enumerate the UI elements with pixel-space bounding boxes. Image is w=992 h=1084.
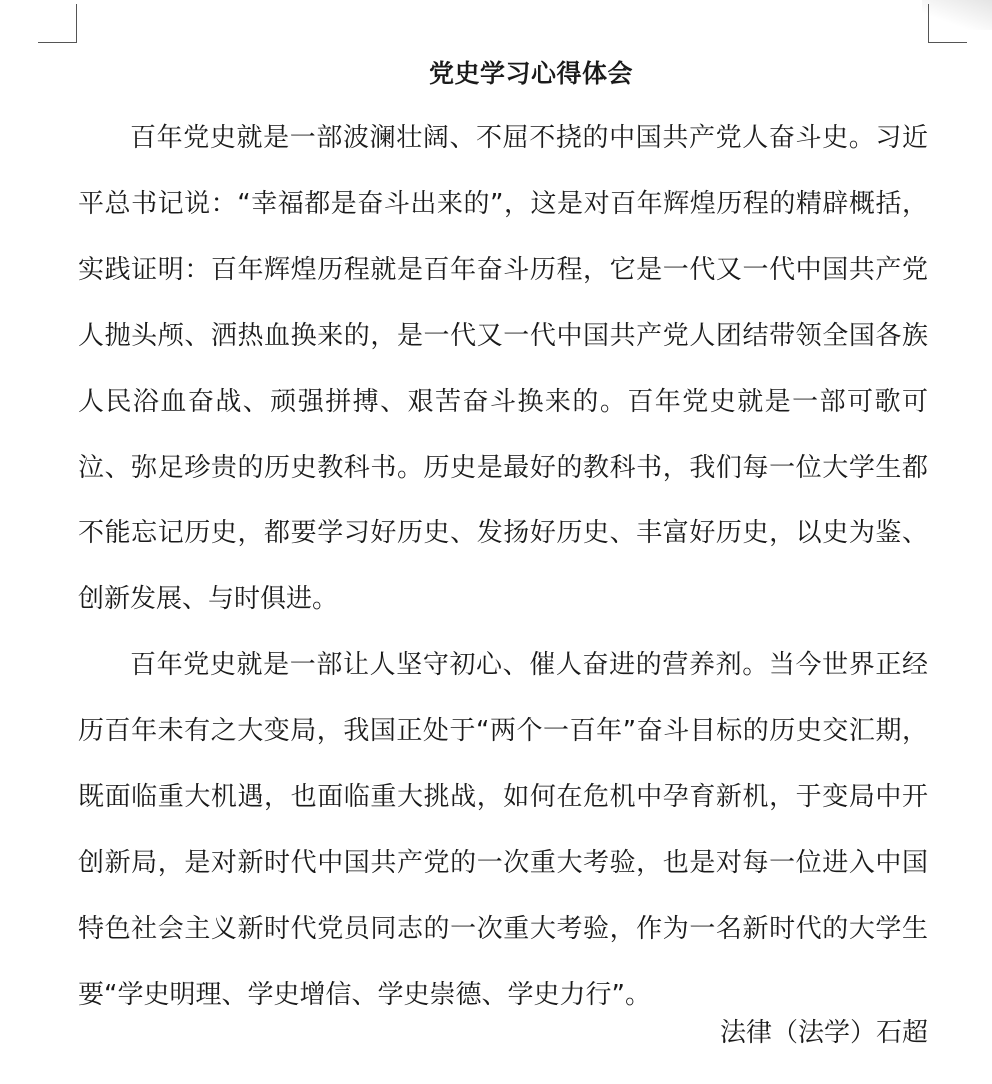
top-right-margin-mark bbox=[928, 4, 967, 43]
paragraph-1: 百年党史就是一部波澜壮阔、不屈不挠的中国共产党人奋斗史。习近平总书记说：“幸福都是奋斗出来的”，这是对百年辉煌历程的精辟概括，实践证明：百年辉煌历程就是百年奋斗历程，它是一代又一代中国共产党人抛头颅、洒热血换来的，是一代又一代中国共产党人团结带领全国各族人民浴血奋战、顽强拼搏、艰苦奋斗换来的。百年党史就是一部可歌可泣、弥足珍贵的历史教科书。历史是最好的教科书，我们每一位大学生都不能忘记历史，都要学习好历史、发扬好历史、丰富好历史，以史为鉴、创新发展、与时俱进。 bbox=[78, 123, 928, 615]
paragraph-2: 百年党史就是一部让人坚守初心、催人奋进的营养剂。当今世界正经历百年未有之大变局，我国正处于“两个一百年”奋斗目标的历史交汇期，既面临重大机遇，也面临重大挑战，如何在危机中孕育新机，于变局中开创新局，是对新时代中国共产党的一次重大考验，也是对每一位进入中国特色社会主义新时代党员同志的一次重大考验，作为一名新时代的大学生要“学史明理、学史增信、学史崇德、学史力行”。 bbox=[78, 650, 928, 1010]
author-signature: 法律（法学）石超 bbox=[719, 1018, 928, 1048]
top-left-margin-mark bbox=[38, 4, 77, 43]
document-title: 党史学习心得体会 bbox=[428, 59, 633, 88]
document-body bbox=[78, 106, 928, 1029]
